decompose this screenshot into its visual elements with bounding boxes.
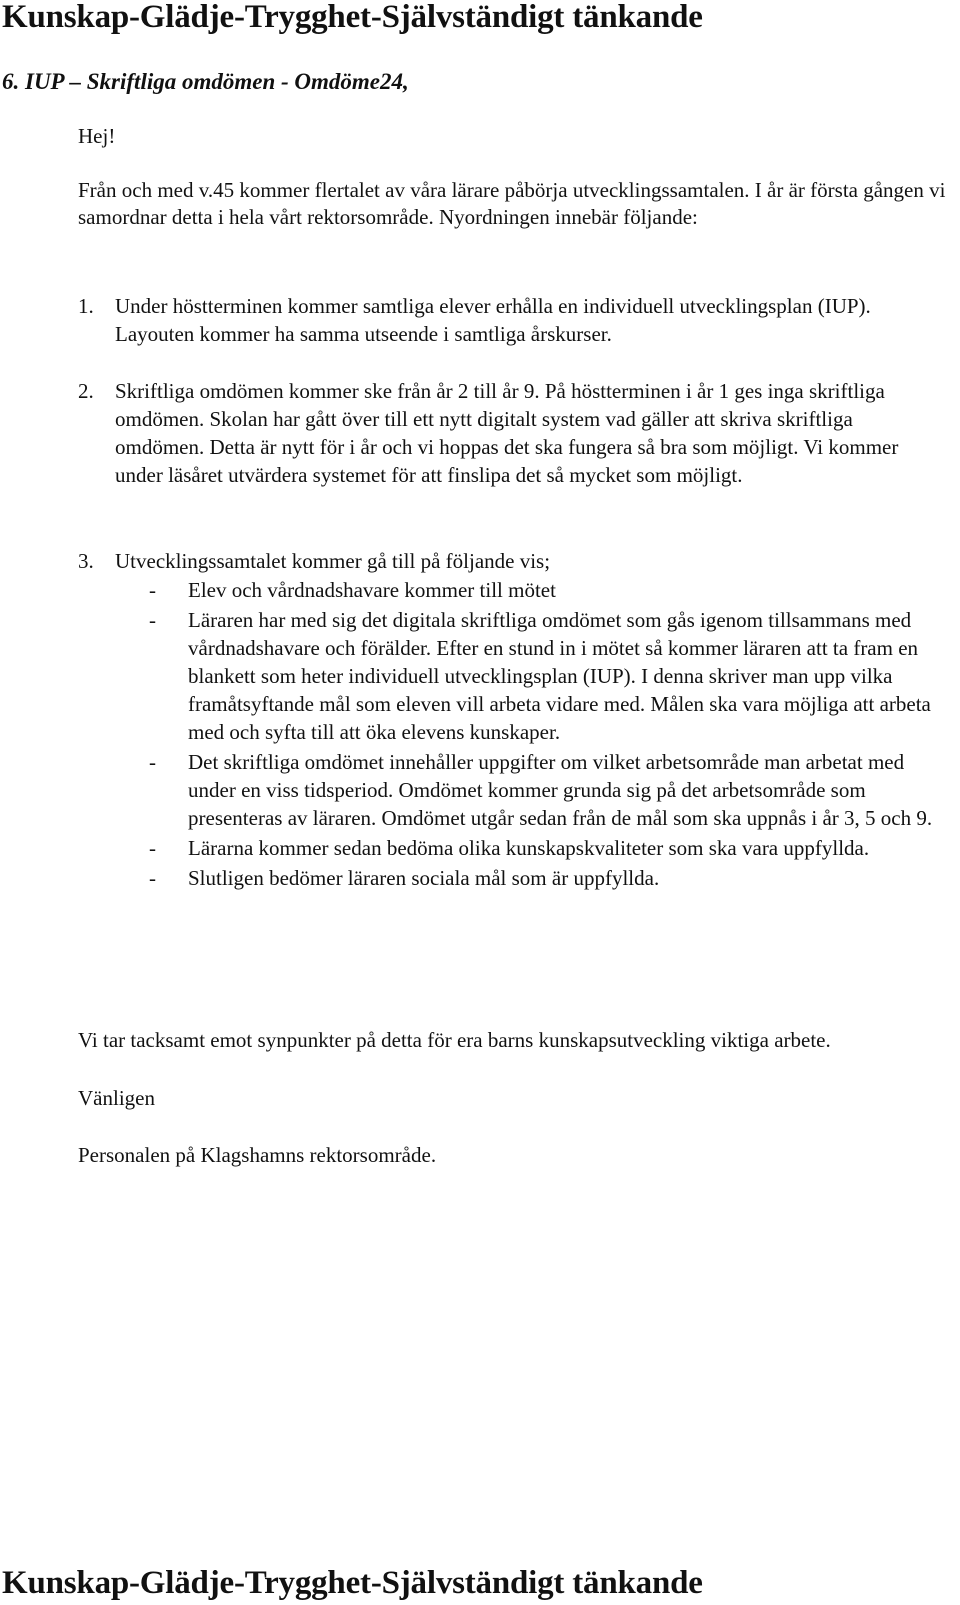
intro-paragraph: Från och med v.45 kommer flertalet av våra lärare påbörja utvecklingssamtalen. I år är första gången vi samordnar detta i hela vårt rektorsområde. Nyordningen innebär följande: [78, 178, 946, 229]
sub-item-text: Det skriftliga omdömet innehåller uppgifter om vilket arbetsområde man arbetat med under en viss tidsperiod. Omdömet kommer grunda sig på det arbetsområde som presenteras av läraren. Omdömet utgår sedan från de mål som ska uppnås i år 3, 5 och 9. [188, 750, 933, 830]
list-item [78, 547, 958, 575]
sub-item-text: Lärarna kommer sedan bedöma olika kunskapskvaliteter som ska vara uppfyllda. [188, 836, 870, 860]
item-text: Skriftliga omdömen kommer ske från år 2 till år 9. På höstterminen i år 1 ges inga skriftliga omdömen. Skolan har gått över till ett nytt digitalt system vad gäller att skriva skriftliga omdömen. Detta är nytt för i år och vi hoppas det ska fungera så bra som möjligt. Vi kommer under läsåret utvärdera systemet för att finslipa det så mycket som möjligt. [115, 379, 899, 487]
sub-list-item [149, 834, 939, 862]
list-item [78, 292, 958, 348]
item-number: 1. [78, 294, 94, 318]
sub-list-item [149, 606, 939, 746]
sub-list-item [149, 864, 939, 892]
sign-off: Vänligen [78, 1086, 155, 1110]
item-text: Utvecklingssamtalet kommer gå till på följande vis; [115, 549, 551, 573]
header-motto: Kunskap-Glädje-Trygghet-Självständigt tänkande [2, 0, 703, 35]
footer-motto: Kunskap-Glädje-Trygghet-Självständigt tänkande [2, 1565, 703, 1601]
sub-item-text: Slutligen bedömer läraren sociala mål som är uppfyllda. [188, 866, 660, 890]
sub-list-item [149, 748, 939, 832]
item-number: 3. [78, 549, 94, 573]
signature: Personalen på Klagshamns rektorsområde. [78, 1143, 437, 1167]
dash-bullet: - [149, 578, 156, 602]
section-heading: 6. IUP – Skriftliga omdömen - Omdöme24, [2, 69, 409, 94]
item-text: Under höstterminen kommer samtliga elever erhålla en individuell utvecklingsplan (IUP). Layouten kommer ha samma utseende i samtliga årskurser. [115, 294, 871, 346]
dash-bullet: - [149, 608, 156, 632]
dash-bullet: - [149, 750, 156, 774]
sub-item-text: Elev och vårdnadshavare kommer till mötet [188, 578, 556, 602]
dash-bullet: - [149, 836, 156, 860]
dash-bullet: - [149, 866, 156, 890]
item-number: 2. [78, 379, 94, 403]
sub-item-text: Läraren har med sig det digitala skriftliga omdömet som gås igenom tillsammans med vårdnadshavare och förälder. Efter en stund in i mötet så kommer läraren att ta fram en blankett som heter individuell utvecklingsplan (IUP). I denna skriver man upp vilka framåtsyftande mål som eleven vill arbeta vidare med. Målen ska vara möjliga att arbeta med och syfta till att öka elevens kunskaper. [188, 608, 931, 744]
greeting: Hej! [78, 124, 116, 148]
thanks-paragraph: Vi tar tacksamt emot synpunkter på detta för era barns kunskapsutveckling viktiga arbete. [78, 1028, 831, 1052]
sub-list [149, 576, 939, 892]
sub-list-item [149, 576, 939, 604]
list-item [78, 377, 958, 489]
